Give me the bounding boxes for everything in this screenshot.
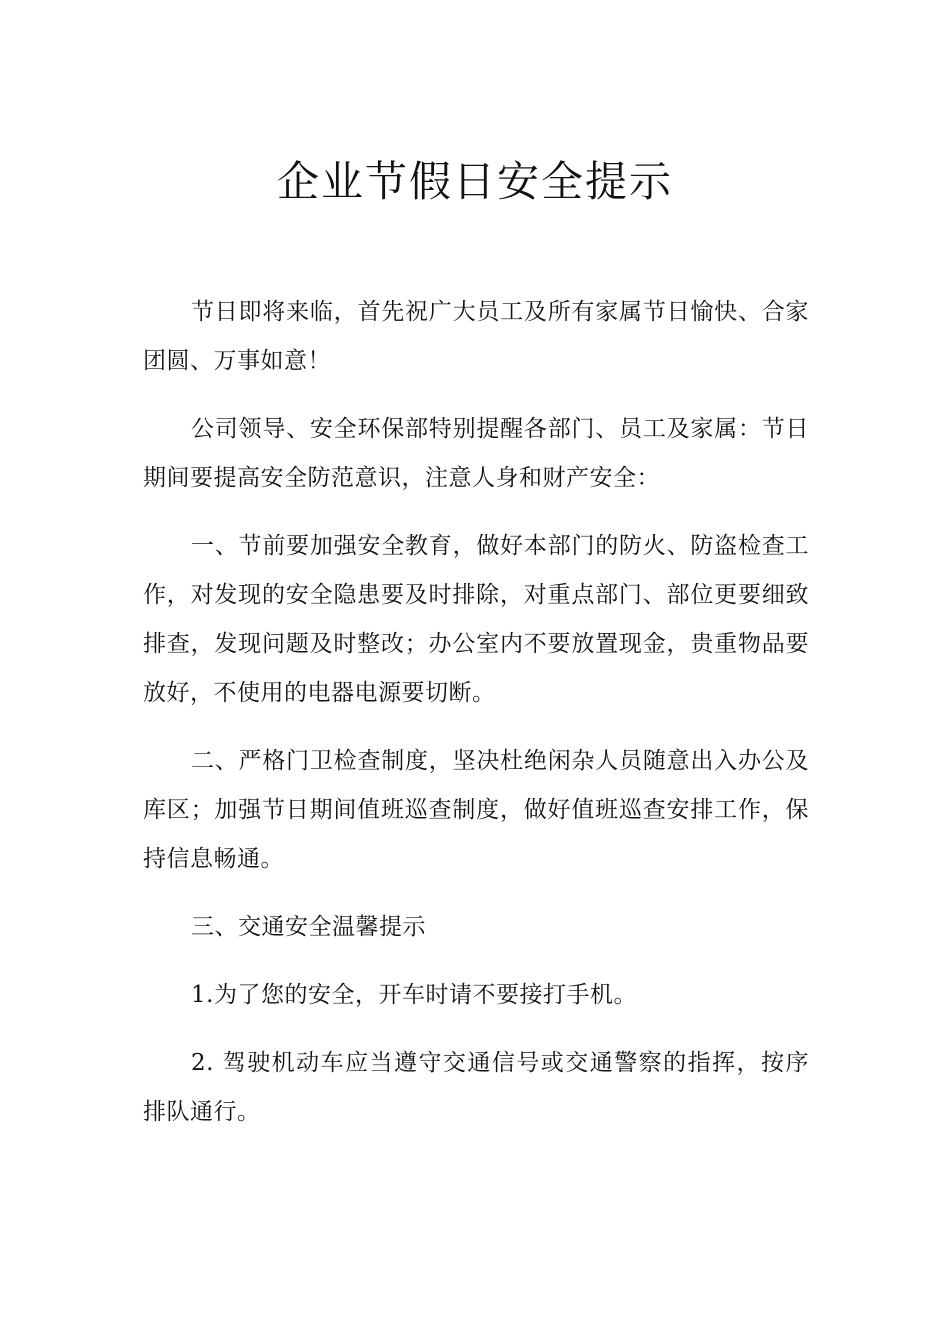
paragraph-item-2: 二、严格门卫检查制度，坚决杜绝闲杂人员随意出入办公及库区；加强节日期间值班巡查制度，做好值班巡查安排工作，保持信息畅通。 xyxy=(143,748,809,872)
page-title: 企业节假日安全提示 xyxy=(276,157,673,206)
paragraph-greeting: 节日即将来临，首先祝广大员工及所有家属节日愉快、合家团圆、万事如意！ xyxy=(143,299,809,374)
document-body xyxy=(143,288,809,1156)
paragraph-item-3-heading: 三、交通安全温馨提示 xyxy=(191,914,426,940)
paragraph-tip-2: 2. 驾驶机动车应当遵守交通信号或交通警察的指挥，按序排队通行。 xyxy=(143,1050,809,1125)
paragraph-reminder: 公司领导、安全环保部特别提醒各部门、员工及家属：节日期间要提高安全防范意识，注意人身和财产安全： xyxy=(143,416,809,491)
paragraph-tip-1: 1.为了您的安全，开车时请不要接打手机。 xyxy=(191,982,637,1008)
paragraph-item-1: 一、节前要加强安全教育，做好本部门的防火、防盗检查工作，对发现的安全隐患要及时排除，对重点部门、部位更要细致排查，发现问题及时整改；办公室内不要放置现金，贵重物品要放好，不使用的电器电源要切断。 xyxy=(143,533,809,706)
